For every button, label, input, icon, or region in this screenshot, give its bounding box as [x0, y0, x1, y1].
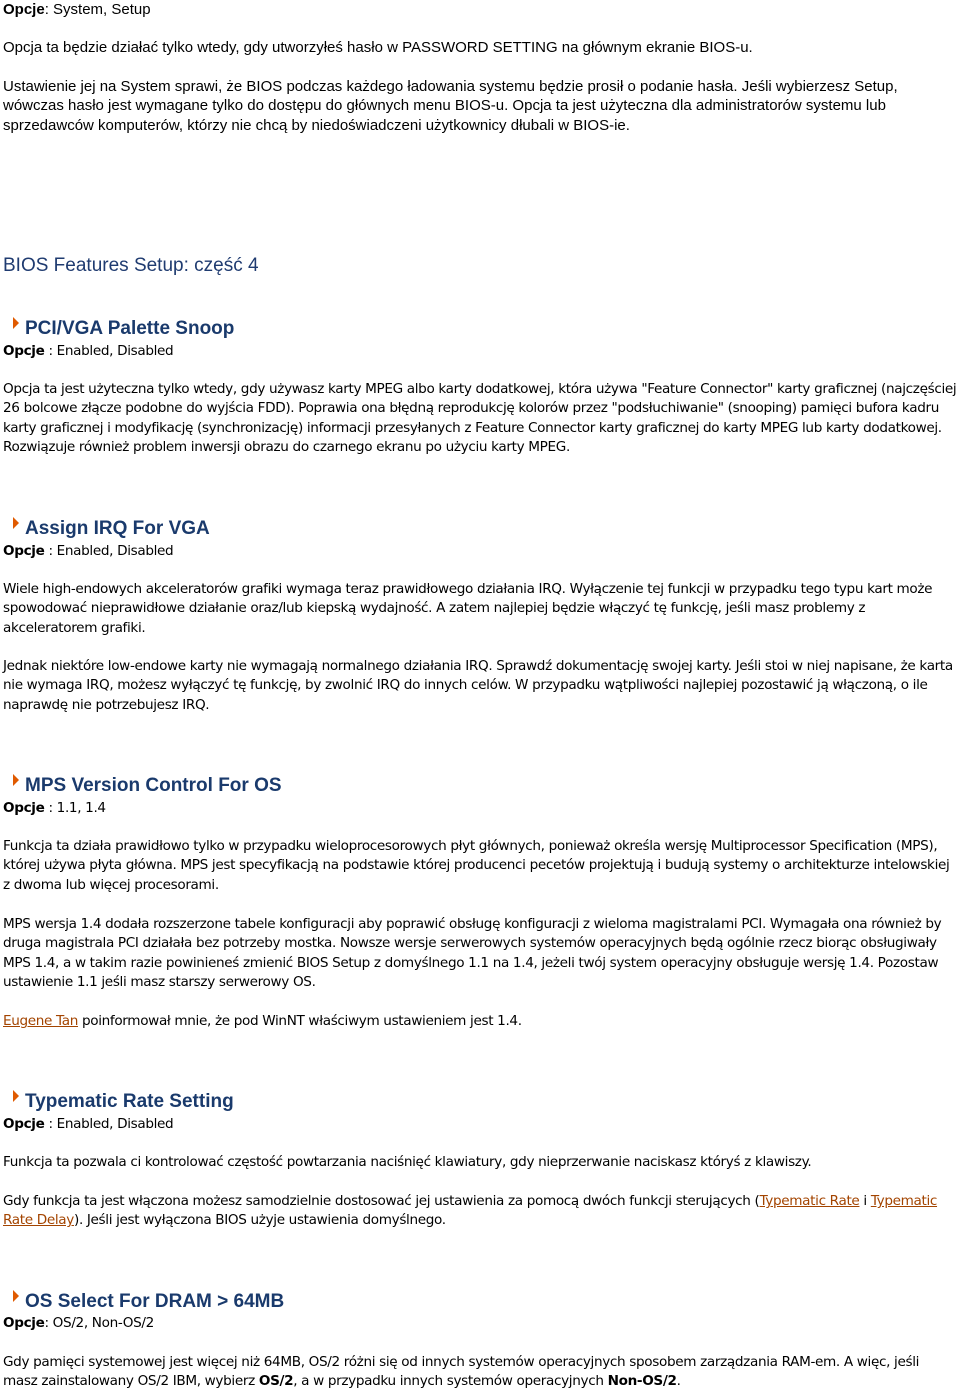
dram-options: [3, 1314, 957, 1333]
heading-text: OS Select For DRAM > 64MB: [25, 1291, 285, 1312]
typematic-paragraph-2: [3, 1192, 957, 1231]
irq-paragraph-2: Jednak niektóre low-endowe karty nie wymagają normalnego działania IRQ. Sprawdź dokumentację swojej karty. Jeśli stoi w niej napisane, że karta nie wymaga IRQ, możesz wyłączyć tę funkcję, by zwolnić IRQ do innych celów. W przypadku wątpliwości najlepiej pozostawić ją włączoną, o ile naprawdę nie potrzebujesz IRQ.: [3, 658, 953, 713]
options-label: Opcje: [3, 1116, 45, 1132]
dram-paragraph-1: [3, 1353, 957, 1392]
heading-text: Assign IRQ For VGA: [25, 518, 210, 539]
arrow-bullet-icon: [13, 774, 19, 786]
password-check-paragraph-1: Opcja ta będzie działać tylko wtedy, gdy utworzyłeś hasło w PASSWORD SETTING na głównym ekranie BIOS-u.: [3, 39, 753, 56]
options-label: Opcje: [3, 343, 45, 359]
mps-paragraph-3: [3, 1012, 957, 1031]
os2-value: OS/2: [258, 1373, 294, 1390]
options-label: Opcje: [3, 800, 45, 816]
arrow-bullet-icon: [13, 1090, 19, 1102]
typematic-paragraph-2-end: ). Jeśli jest wyłączona BIOS użyje ustawienia domyślnego.: [73, 1212, 446, 1229]
options-value: : Enabled, Disabled: [44, 1116, 174, 1132]
non-os2-value: Non-OS/2: [607, 1373, 677, 1390]
options-value: : Enabled, Disabled: [44, 543, 174, 559]
arrow-bullet-icon: [13, 517, 19, 529]
pci-paragraph-1: Opcja ta jest użyteczna tylko wtedy, gdy używasz karty MPEG albo karty dodatkowej, która używa "Feature Connector" karty graficznej (najczęściej 26 bolcowe złącze podobne do wyjścia FDD). Poprawia ona błędną reprodukcję kolorów przez "podsłuchiwanie" (snooping) pamięci bufora kadru karty graficznej i modyfikację (synchronizację) informacji przesyłanych z Feature Connector karty graficznej do karty MPEG lub karty dodatkowej. Rozwiązuje również problem inwersji obrazu do czarnego ekranu po użyciu karty MPEG.: [3, 381, 957, 456]
arrow-bullet-icon: [13, 317, 19, 329]
mps-paragraph-3-text: poinformował mnie, że pod WinNT właściwym ustawieniem jest 1.4.: [78, 1013, 522, 1029]
section-title: BIOS Features Setup: część 4: [3, 255, 259, 276]
options-value: : System, Setup: [44, 1, 151, 18]
password-check-paragraph-2: Ustawienie jej na System sprawi, że BIOS podczas każdego ładowania systemu będzie prosił o podanie hasła. Jeśli wybierzesz Setup, wówczas hasło jest wymagane tylko do dostępu do głównych menu BIOS-u. Opcja ta jest użyteczna dla administratorów systemu lub sprzedawców komputerów, którzy nie chcą by niedoświadczeni użytkownicy dłubali w BIOS-ie.: [3, 78, 898, 134]
typematic-paragraph-2-start: Gdy funkcja ta jest włączona możesz samodzielnie dostosować jej ustawienia za pomocą dwóch funkcji sterujących (: [3, 1193, 760, 1209]
irq-options: [3, 542, 957, 561]
heading-text: MPS Version Control For OS: [25, 775, 282, 796]
heading-text: PCI/VGA Palette Snoop: [25, 318, 235, 339]
typematic-rate-delay-link[interactable]: Typematic Rate Delay: [3, 1193, 938, 1229]
heading-os-select-for-dram: [3, 1290, 957, 1314]
heading-assign-irq-for-vga: [3, 517, 957, 541]
dram-paragraph-1-middle: , a w przypadku innych systemów operacyjnych: [293, 1373, 608, 1390]
heading-pci-vga-palette-snoop: [3, 317, 957, 341]
password-check-options: [3, 0, 957, 19]
options-label: Opcje: [3, 1315, 45, 1331]
options-value: : Enabled, Disabled: [44, 343, 174, 359]
options-value: : 1.1, 1.4: [44, 800, 106, 816]
mps-paragraph-2: MPS wersja 1.4 dodała rozszerzone tabele konfiguracji aby poprawić obsługę konfiguracji z wieloma magistralami PCI. Wymagała ona również by druga magistrala PCI działała bez potrzeby mostka. Nowsze wersje serwerowych systemów operacyjnych będą ogólnie rzecz biorąc obsługiwały MPS 1.4, a w takim razie powinieneś zmienić BIOS Setup z domyślnego 1.1 na 1.4, jeżeli twój system operacyjny obsługuje wersję 1.4. Pozostaw ustawienie 1.1 jeśli masz starszy serwerowy OS.: [3, 916, 942, 991]
mps-options: [3, 799, 957, 818]
heading-mps-version-control: [3, 774, 957, 798]
dram-paragraph-1-start: Gdy pamięci systemowej jest więcej niż 64MB, OS/2 różni się od innych systemów operacyjnych sposobem zarządzania RAM-em. A więc, jeśli masz zainstalowany OS/2 IBM, wybierz: [3, 1354, 920, 1390]
options-label: Opcje: [3, 1, 45, 18]
eugene-tan-link[interactable]: Eugene Tan: [3, 1013, 78, 1029]
typematic-paragraph-1: Funkcja ta pozwala ci kontrolować częstość powtarzania naciśnięć klawiatury, gdy nieprzerwanie naciskasz któryś z klawiszy.: [3, 1154, 812, 1170]
typematic-options: [3, 1115, 957, 1134]
irq-paragraph-1: Wiele high-endowych akceleratorów grafiki wymaga teraz prawidłowego działania IRQ. Wyłączenie tej funkcji w przypadku tego typu kart może spowodować nieprawidłowe działanie oraz/lub kiepską wydajność. A zatem najlepiej będzie włączyć tę funkcję, jeśli masz problemy z akceleratorem grafiki.: [3, 581, 933, 636]
heading-text: Typematic Rate Setting: [25, 1091, 234, 1112]
pci-options: [3, 342, 957, 361]
typematic-paragraph-2-and: i: [859, 1193, 871, 1209]
arrow-bullet-icon: [13, 1290, 19, 1302]
dram-paragraph-1-end: .: [676, 1373, 681, 1390]
options-label: Opcje: [3, 543, 45, 559]
heading-typematic-rate-setting: [3, 1090, 957, 1114]
mps-paragraph-1: Funkcja ta działa prawidłowo tylko w przypadku wieloprocesorowych płyt głównych, ponieważ określa wersję Multiprocessor Specification (MPS), której używa płyta główna. MPS jest specyfikacją na podstawie której producenci pecetów projektują i budują systemy o architekturze intelowskiej z dwoma lub więcej procesorami.: [3, 838, 950, 893]
options-value: : OS/2, Non-OS/2: [44, 1315, 154, 1331]
typematic-rate-link[interactable]: Typematic Rate: [759, 1193, 860, 1209]
